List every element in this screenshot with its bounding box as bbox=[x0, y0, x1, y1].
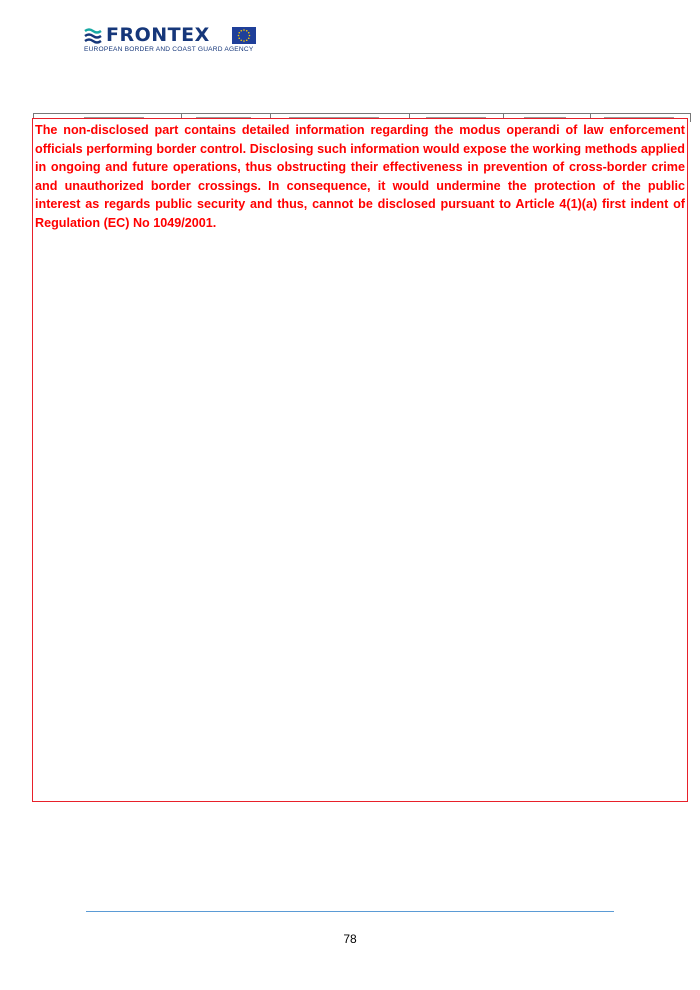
page-number: 78 bbox=[343, 932, 357, 946]
logo-wordmark: FRONTEX bbox=[106, 24, 210, 46]
redaction-notice: The non-disclosed part contains detailed information regarding the modus operandi of law enforcement officials performing border control. Disclosing such information would expose the working methods applied in ongoing and future operations, thus obstructing their effectiveness in prevention of cross-border crime and unauthorized border crossings. In consequence, it would undermine the protection of the public interest as regards public security and thus, cannot be disclosed pursuant to Article 4(1)(a) first indent of Regulation (EC) No 1049/2001. bbox=[35, 123, 685, 230]
frontex-logo bbox=[84, 26, 284, 56]
logo-tagline: EUROPEAN BORDER AND COAST GUARD AGENCY bbox=[84, 46, 254, 53]
frontex-waves-icon bbox=[84, 28, 102, 44]
footer-divider bbox=[86, 911, 614, 912]
eu-flag-icon bbox=[232, 27, 256, 44]
redaction-box bbox=[32, 118, 688, 802]
